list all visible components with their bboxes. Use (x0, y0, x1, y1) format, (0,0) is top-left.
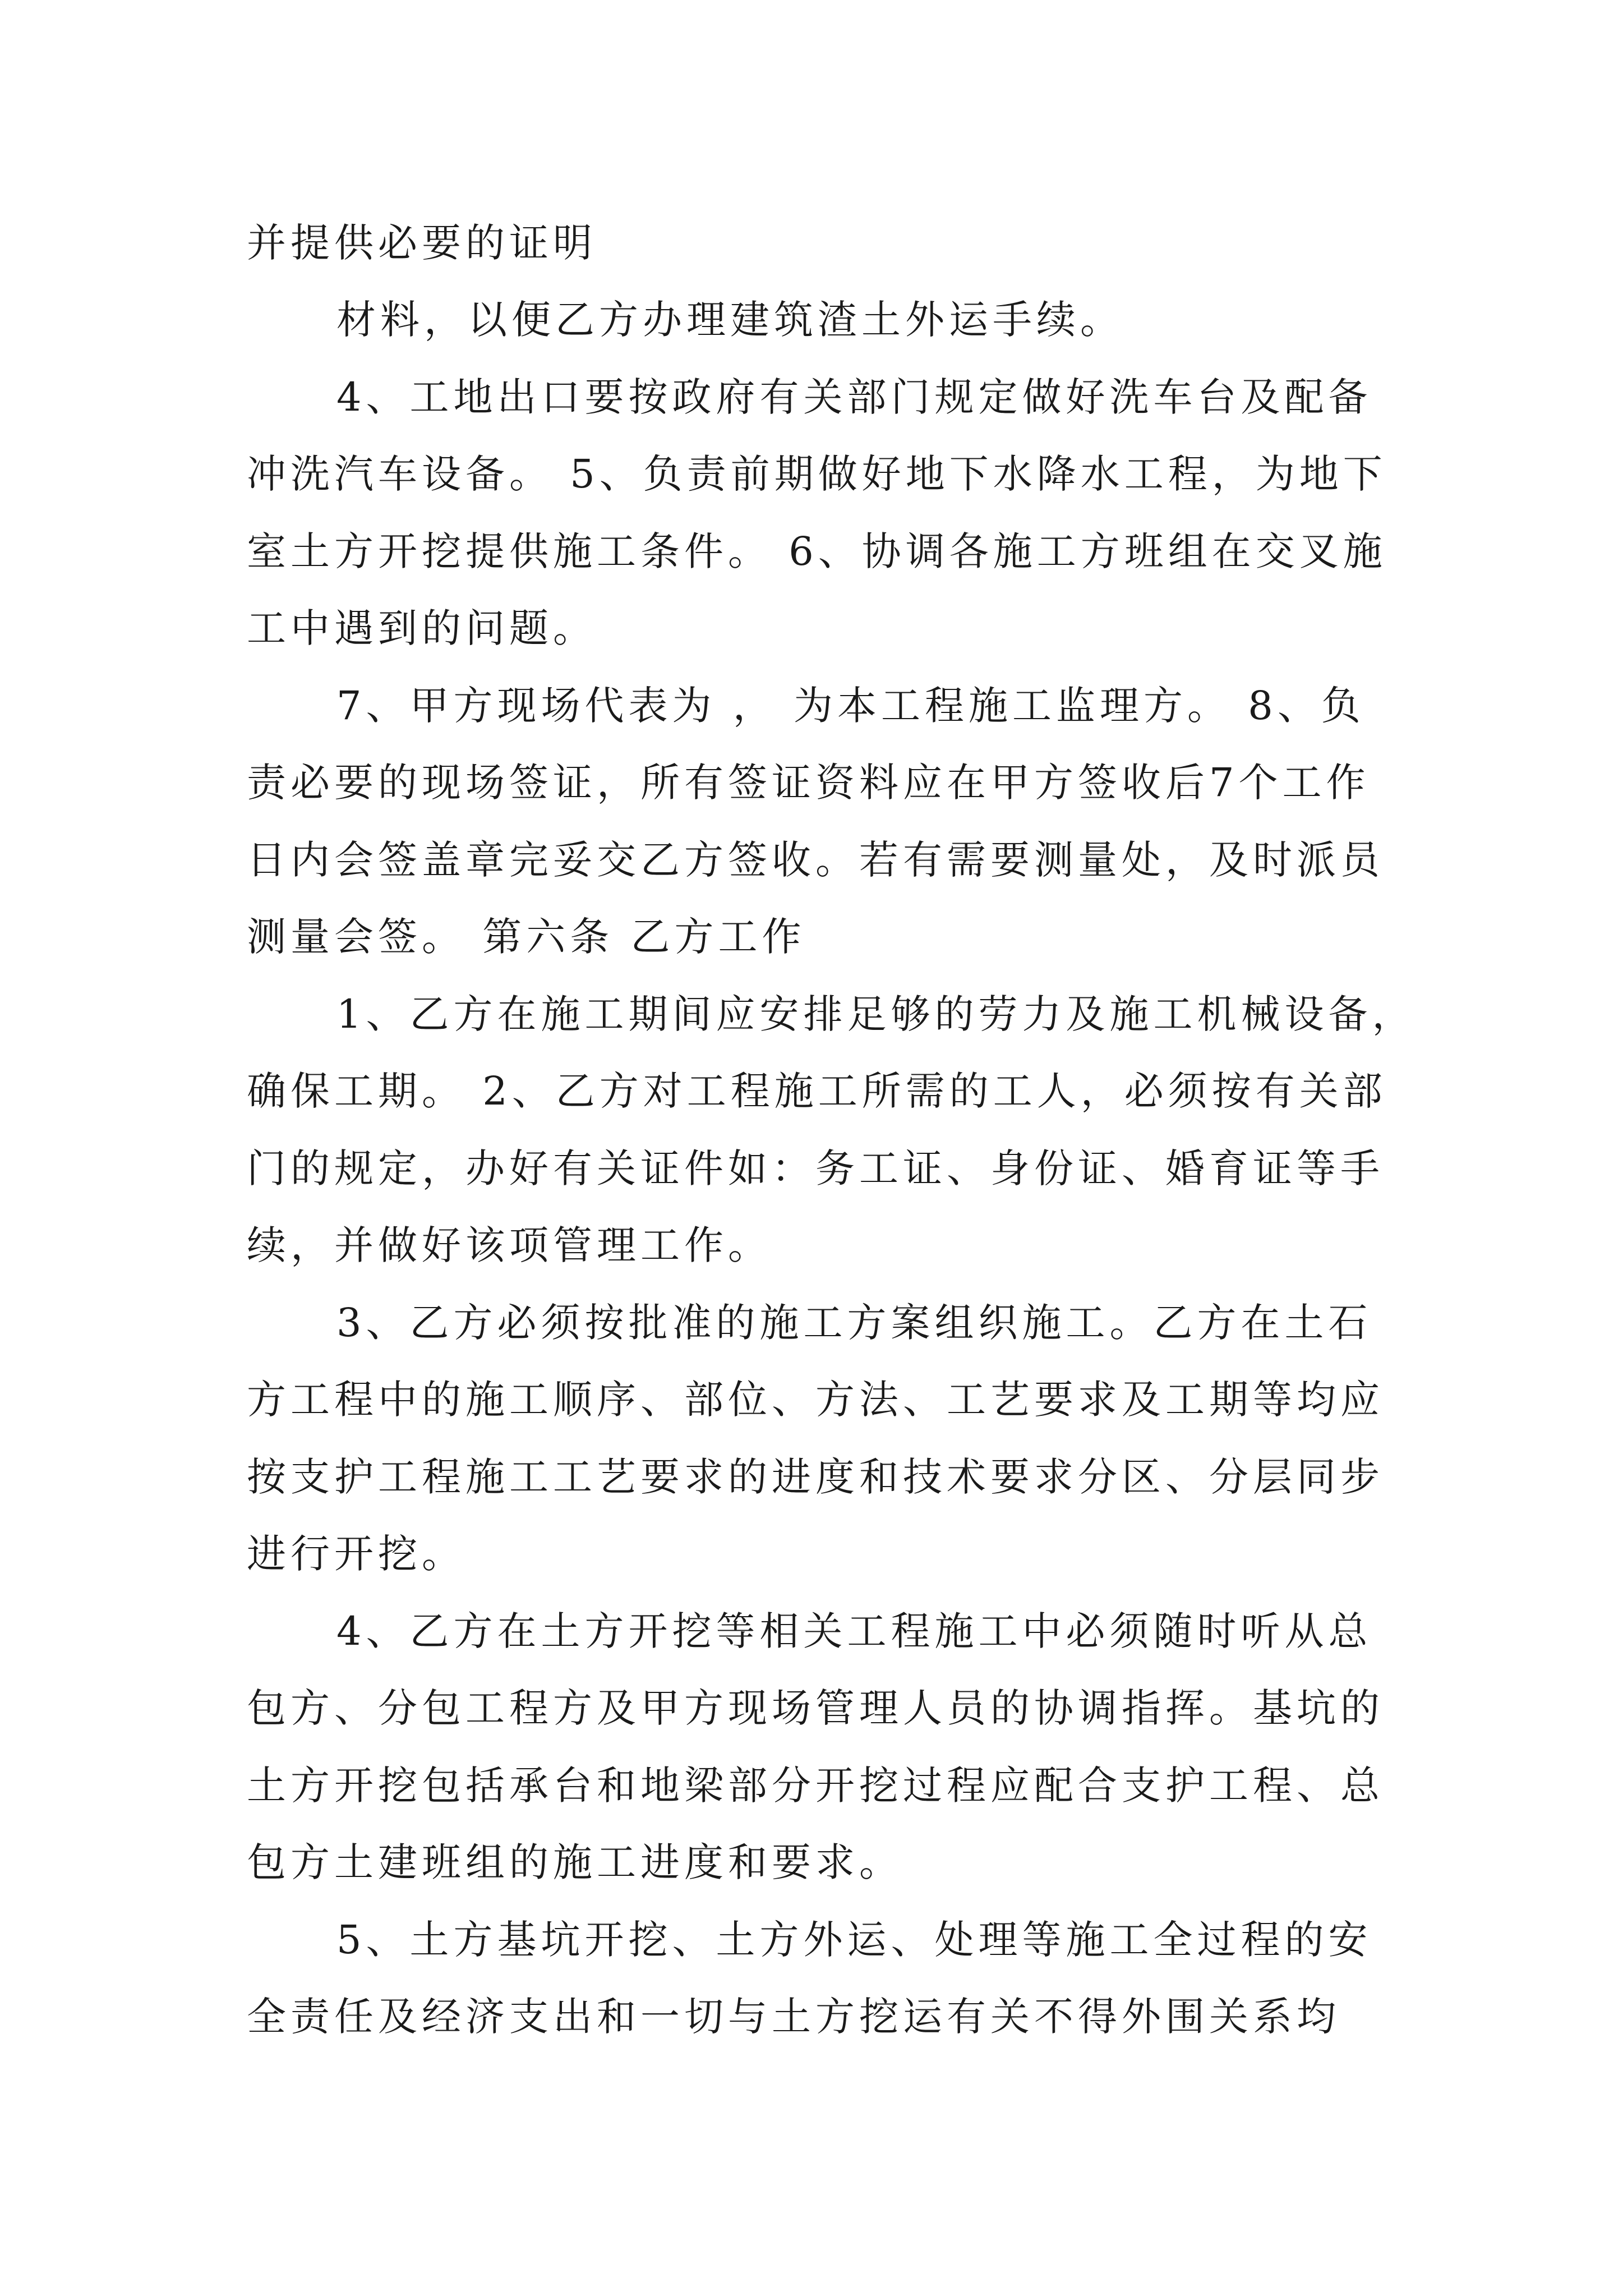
text-line: 4、工地出口要按政府有关部门规定做好洗车台及配备 (336, 374, 1372, 420)
text-line: 全责任及经济支出和一切与土方挖运有关不得外围关系均 (247, 1994, 1340, 2040)
text-line: 1、乙方在施工期间应安排足够的劳力及施工机械设备， (336, 991, 1416, 1037)
text-line: 并提供必要的证明 (247, 220, 597, 266)
text-line: 门的规定，办好有关证件如：务工证、身份证、婚育证等手 (247, 1145, 1384, 1191)
text-line: 7、甲方现场代表为 ， 为本工程施工监理方。 8、负 (336, 683, 1365, 729)
text-line: 包方土建班组的施工进度和要求。 (247, 1839, 903, 1885)
text-line: 3、乙方必须按批准的施工方案组织施工。乙方在土石 (336, 1300, 1372, 1346)
text-line: 日内会签盖章完妥交乙方签收。若有需要测量处，及时派员 (247, 837, 1384, 883)
text-line: 包方、分包工程方及甲方现场管理人员的协调指挥。基坑的 (247, 1685, 1384, 1731)
text-line: 测量会签。 第六条 乙方工作 (247, 914, 806, 960)
text-line: 材料，以便乙方办理建筑渣土外运手续。 (336, 297, 1124, 343)
text-line: 土方开挖包括承台和地梁部分开挖过程应配合支护工程、总 (247, 1763, 1384, 1809)
text-line: 冲洗汽车设备。 5、负责前期做好地下水降水工程，为地下 (247, 451, 1387, 497)
text-line: 方工程中的施工顺序、部位、方法、工艺要求及工期等均应 (247, 1377, 1384, 1423)
text-line: 确保工期。 2、乙方对工程施工所需的工人，必须按有关部 (247, 1068, 1387, 1114)
text-line: 室土方开挖提供施工条件。 6、协调各施工方班组在交叉施 (247, 528, 1387, 574)
text-line: 责必要的现场签证，所有签证资料应在甲方签收后7个工作 (247, 760, 1370, 806)
text-line: 续，并做好该项管理工作。 (247, 1222, 772, 1268)
text-line: 进行开挖。 (247, 1531, 465, 1577)
text-line: 5、土方基坑开挖、土方外运、处理等施工全过程的安 (336, 1917, 1372, 1963)
text-line: 工中遇到的问题。 (247, 605, 597, 651)
text-line: 4、乙方在土方开挖等相关工程施工中必须随时听从总 (336, 1608, 1372, 1654)
text-line: 按支护工程施工工艺要求的进度和技术要求分区、分层同步 (247, 1454, 1384, 1500)
